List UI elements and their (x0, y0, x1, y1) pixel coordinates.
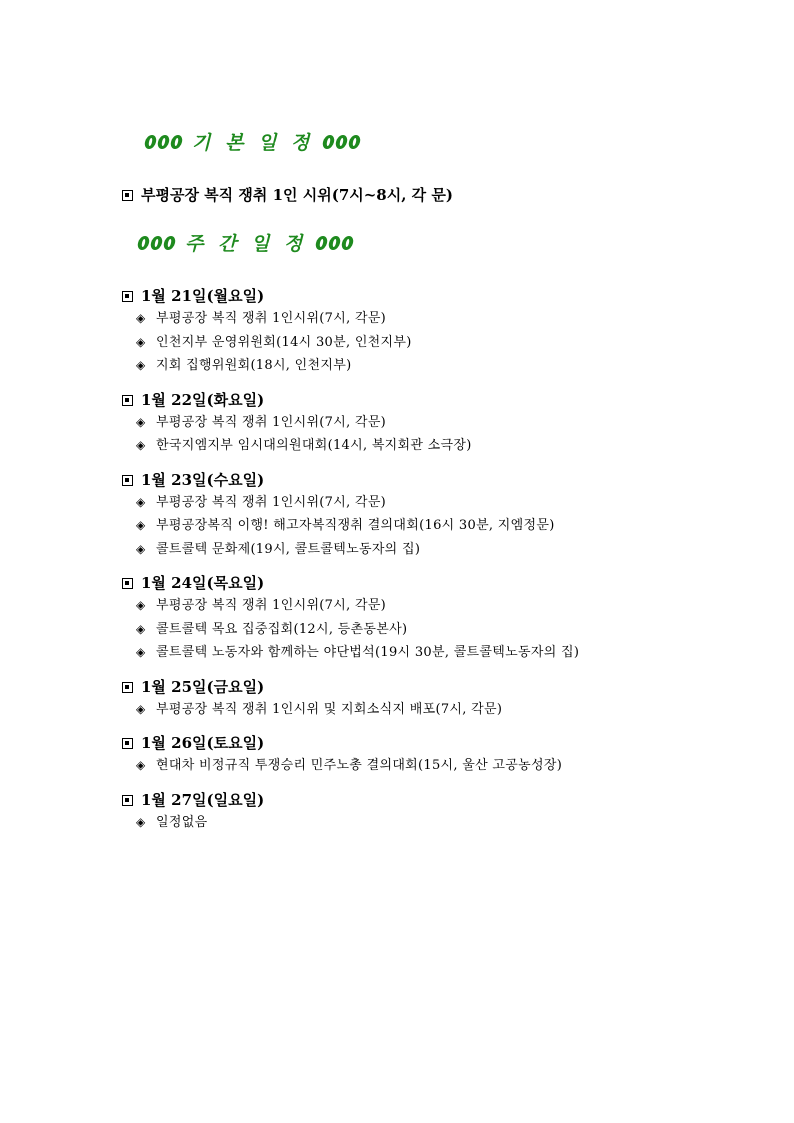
day-title-text: 1월 22일(화요일) (141, 390, 265, 409)
diamond-bullet-icon: ◈ (136, 621, 146, 636)
event-item (122, 411, 762, 435)
weekly-schedule-heading-text: 주 간 일 정 (185, 233, 307, 255)
day-title (122, 732, 762, 754)
event-text: 부평공장 복직 쟁취 1인시위(7시, 각문) (156, 598, 387, 613)
event-item (122, 307, 762, 331)
day-title (122, 789, 762, 811)
diamond-bullet-icon: ◈ (136, 494, 146, 509)
oval-ornament-right (316, 236, 353, 250)
oval-ornament-left (138, 236, 175, 250)
event-text: 지회 집행위원회(18시, 인천지부) (156, 358, 352, 373)
diamond-bullet-icon: ◈ (136, 518, 146, 532)
event-item (122, 618, 762, 642)
event-item (122, 641, 762, 665)
event-text: 콜트콜텍 문화제(19시, 콜트콜텍노동자의 집) (156, 541, 421, 557)
event-text: 현대차 비정규직 투쟁승리 민주노총 결의대회(15시, 울산 고공농성장) (156, 758, 563, 773)
day-title (122, 676, 762, 698)
event-item (122, 594, 762, 618)
event-item (122, 434, 762, 458)
event-text: 한국지엠지부 임시대의원대회(14시, 복지회관 소극장) (156, 438, 472, 453)
event-item (122, 754, 762, 778)
diamond-bullet-icon: ◈ (136, 438, 146, 452)
basic-schedule-item-text: 부평공장 복직 쟁취 1인 시위(7시~8시, 각 문) (141, 186, 453, 204)
day-block-26 (122, 732, 762, 778)
diamond-bullet-icon: ◈ (136, 541, 146, 556)
event-item (122, 491, 762, 515)
event-text: 부평공장 복직 쟁취 1인시위(7시, 각문) (156, 311, 387, 326)
day-title-text: 1월 26일(토요일) (141, 734, 265, 752)
day-title-text: 1월 25일(금요일) (141, 677, 265, 696)
day-block-27 (122, 789, 762, 835)
day-title-text: 1월 21일(월요일) (141, 287, 265, 305)
event-item (122, 698, 762, 722)
day-block-22 (122, 389, 762, 458)
day-title-text: 1월 27일(일요일) (141, 790, 265, 809)
event-text: 부평공장 복직 쟁취 1인시위 및 지회소식지 배포(7시, 각문) (156, 701, 503, 717)
square-bullet-icon (122, 738, 133, 749)
diamond-bullet-icon: ◈ (136, 334, 146, 349)
diamond-bullet-icon: ◈ (136, 598, 146, 612)
day-block-23 (122, 469, 762, 562)
oval-ornament-left (145, 135, 182, 149)
day-title-text: 1월 24일(목요일) (141, 574, 265, 592)
day-block-25 (122, 676, 762, 722)
event-text: 부평공장 복직 쟁취 1인시위(7시, 각문) (156, 494, 387, 510)
event-item (122, 811, 762, 835)
diamond-bullet-icon: ◈ (136, 814, 146, 829)
weekly-schedule-heading (138, 229, 353, 256)
basic-schedule-heading-text: 기 본 일 정 (192, 132, 314, 154)
square-bullet-icon (122, 190, 133, 201)
square-bullet-icon (122, 795, 133, 806)
day-title (122, 285, 762, 307)
day-block-21 (122, 285, 762, 378)
day-title (122, 469, 762, 491)
square-bullet-icon (122, 395, 133, 406)
day-title (122, 572, 762, 594)
diamond-bullet-icon: ◈ (136, 311, 146, 325)
day-title (122, 389, 762, 411)
diamond-bullet-icon: ◈ (136, 701, 146, 716)
diamond-bullet-icon: ◈ (136, 645, 146, 659)
event-text: 일정없음 (156, 814, 208, 830)
weekly-schedule-list (122, 285, 762, 845)
event-text: 부평공장 복직 쟁취 1인시위(7시, 각문) (156, 414, 387, 430)
event-text: 부평공장복직 이행! 해고자복직쟁취 결의대회(16시 30분, 지엠정문) (156, 518, 555, 533)
diamond-bullet-icon: ◈ (136, 758, 146, 772)
oval-ornament-right (323, 135, 360, 149)
square-bullet-icon (122, 291, 133, 302)
diamond-bullet-icon: ◈ (136, 414, 146, 429)
event-item (122, 538, 762, 562)
event-text: 인천지부 운영위원회(14시 30분, 인천지부) (156, 334, 412, 350)
square-bullet-icon (122, 682, 133, 693)
basic-schedule-item (122, 184, 453, 205)
event-text: 콜트콜텍 노동자와 함께하는 야단법석(19시 30분, 콜트콜텍노동자의 집) (156, 645, 580, 660)
event-item (122, 514, 762, 538)
event-item (122, 354, 762, 378)
day-title-text: 1월 23일(수요일) (141, 470, 265, 489)
square-bullet-icon (122, 578, 133, 589)
square-bullet-icon (122, 475, 133, 486)
day-block-24 (122, 572, 762, 665)
event-item (122, 331, 762, 355)
diamond-bullet-icon: ◈ (136, 358, 146, 372)
event-text: 콜트콜텍 목요 집중집회(12시, 등촌동본사) (156, 621, 408, 637)
basic-schedule-heading (145, 128, 360, 155)
